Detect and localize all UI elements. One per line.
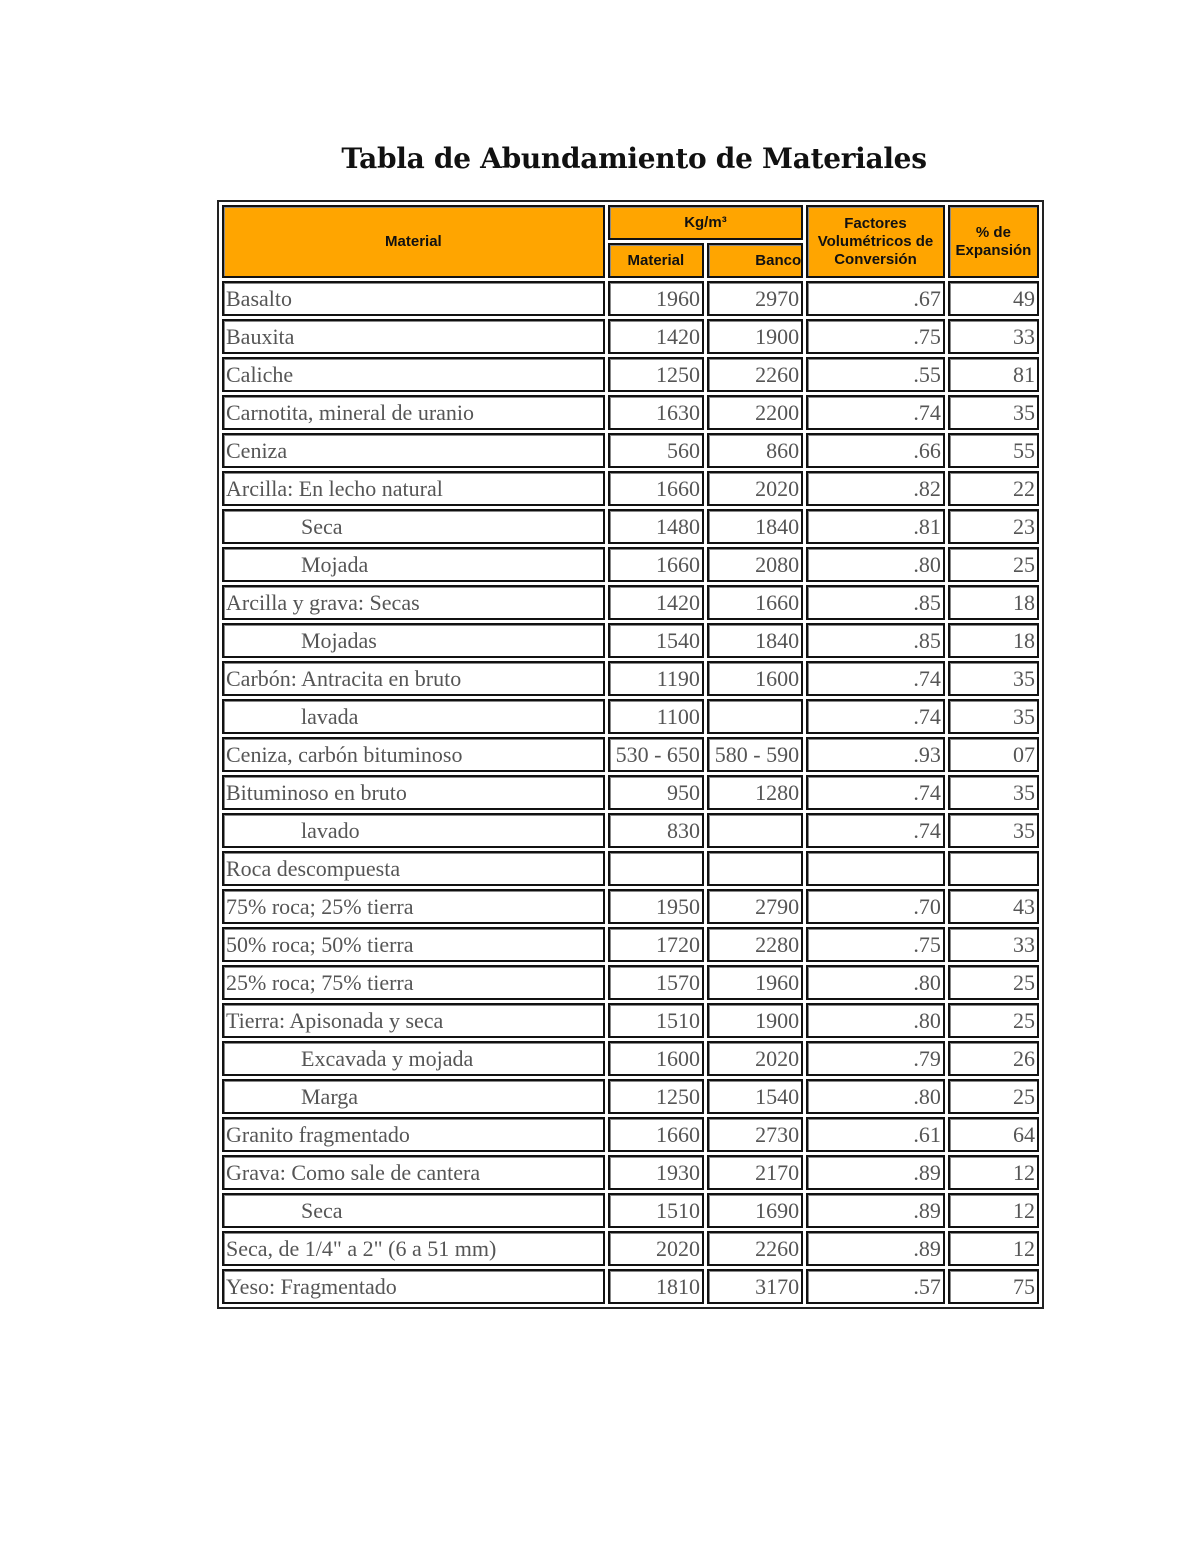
table-row: [222, 737, 1039, 772]
expansion-cell: 55: [948, 433, 1039, 468]
header-kg-banco: Banco: [707, 243, 803, 278]
page-title: Tabla de Abundamiento de Materiales: [341, 142, 927, 175]
material-weight-cell: 1420: [608, 319, 704, 354]
table-row: [222, 851, 1039, 886]
expansion-cell: 49: [948, 281, 1039, 316]
material-name-cell: lavada: [222, 699, 605, 734]
header-kg-material: Material: [608, 243, 704, 278]
material-name-cell: Caliche: [222, 357, 605, 392]
conversion-factor-cell: .80: [806, 965, 945, 1000]
material-weight-cell: 1720: [608, 927, 704, 962]
material-name-cell: Basalto: [222, 281, 605, 316]
material-name-cell: Tierra: Apisonada y seca: [222, 1003, 605, 1038]
table-row: [222, 699, 1039, 734]
material-weight-cell: 830: [608, 813, 704, 848]
material-weight-cell: 1950: [608, 889, 704, 924]
material-weight-cell: 1570: [608, 965, 704, 1000]
banco-weight-cell: 2970: [707, 281, 803, 316]
table-row: [222, 547, 1039, 582]
table-row: [222, 357, 1039, 392]
banco-weight-cell: 580 - 590: [707, 737, 803, 772]
material-name-cell: Excavada y mojada: [222, 1041, 605, 1076]
expansion-cell: 43: [948, 889, 1039, 924]
banco-weight-cell: 1840: [707, 509, 803, 544]
table-row: [222, 1269, 1039, 1304]
material-weight-cell: 1660: [608, 547, 704, 582]
table-row: [222, 775, 1039, 810]
material-weight-cell: 1630: [608, 395, 704, 430]
conversion-factor-cell: .80: [806, 547, 945, 582]
banco-weight-cell: 860: [707, 433, 803, 468]
conversion-factor-cell: .82: [806, 471, 945, 506]
expansion-cell: 35: [948, 661, 1039, 696]
material-weight-cell: 1600: [608, 1041, 704, 1076]
expansion-cell: 18: [948, 585, 1039, 620]
expansion-cell: 75: [948, 1269, 1039, 1304]
banco-weight-cell: 2200: [707, 395, 803, 430]
material-name-cell: 75% roca; 25% tierra: [222, 889, 605, 924]
expansion-cell: 35: [948, 699, 1039, 734]
table-row: [222, 281, 1039, 316]
conversion-factor-cell: .55: [806, 357, 945, 392]
banco-weight-cell: 1660: [707, 585, 803, 620]
material-name-cell: Seca: [222, 1193, 605, 1228]
material-name-cell: Mojadas: [222, 623, 605, 658]
expansion-cell: 25: [948, 547, 1039, 582]
conversion-factor-cell: .75: [806, 319, 945, 354]
material-weight-cell: 1480: [608, 509, 704, 544]
banco-weight-cell: 2730: [707, 1117, 803, 1152]
material-name-cell: 25% roca; 75% tierra: [222, 965, 605, 1000]
expansion-cell: [948, 851, 1039, 886]
conversion-factor-cell: .74: [806, 699, 945, 734]
banco-weight-cell: 2020: [707, 1041, 803, 1076]
material-name-cell: lavado: [222, 813, 605, 848]
conversion-factor-cell: .67: [806, 281, 945, 316]
material-weight-cell: 1960: [608, 281, 704, 316]
header-expansion: % de Expansión: [948, 205, 1039, 278]
banco-weight-cell: 1900: [707, 1003, 803, 1038]
conversion-factor-cell: .80: [806, 1003, 945, 1038]
banco-weight-cell: [707, 851, 803, 886]
expansion-cell: 12: [948, 1155, 1039, 1190]
conversion-factor-cell: .74: [806, 775, 945, 810]
table-row: [222, 927, 1039, 962]
banco-weight-cell: 1540: [707, 1079, 803, 1114]
header-factores: Factores Volumétricos de Conversión: [806, 205, 945, 278]
materials-table: [217, 200, 1044, 1309]
conversion-factor-cell: .89: [806, 1193, 945, 1228]
conversion-factor-cell: .81: [806, 509, 945, 544]
conversion-factor-cell: .66: [806, 433, 945, 468]
table-row: [222, 813, 1039, 848]
material-name-cell: Marga: [222, 1079, 605, 1114]
material-weight-cell: 1250: [608, 357, 704, 392]
conversion-factor-cell: .74: [806, 813, 945, 848]
banco-weight-cell: 1280: [707, 775, 803, 810]
material-name-cell: Ceniza: [222, 433, 605, 468]
material-name-cell: Mojada: [222, 547, 605, 582]
material-weight-cell: 530 - 650: [608, 737, 704, 772]
conversion-factor-cell: .80: [806, 1079, 945, 1114]
material-name-cell: Yeso: Fragmentado: [222, 1269, 605, 1304]
banco-weight-cell: 1900: [707, 319, 803, 354]
conversion-factor-cell: .70: [806, 889, 945, 924]
expansion-cell: 26: [948, 1041, 1039, 1076]
banco-weight-cell: 2790: [707, 889, 803, 924]
table-row: [222, 433, 1039, 468]
material-weight-cell: 1540: [608, 623, 704, 658]
header-kgm3: Kg/m³: [608, 205, 803, 240]
table-row: [222, 1041, 1039, 1076]
banco-weight-cell: 1960: [707, 965, 803, 1000]
table-row: [222, 1231, 1039, 1266]
table-row: [222, 889, 1039, 924]
banco-weight-cell: 2260: [707, 1231, 803, 1266]
banco-weight-cell: 1690: [707, 1193, 803, 1228]
expansion-cell: 35: [948, 775, 1039, 810]
banco-weight-cell: 2020: [707, 471, 803, 506]
material-name-cell: Seca, de 1/4" a 2" (6 a 51 mm): [222, 1231, 605, 1266]
material-name-cell: 50% roca; 50% tierra: [222, 927, 605, 962]
material-name-cell: Arcilla y grava: Secas: [222, 585, 605, 620]
material-name-cell: Grava: Como sale de cantera: [222, 1155, 605, 1190]
table-row: [222, 1079, 1039, 1114]
table-row: [222, 319, 1039, 354]
material-weight-cell: 1510: [608, 1003, 704, 1038]
table-row: [222, 1003, 1039, 1038]
material-name-cell: Arcilla: En lecho natural: [222, 471, 605, 506]
material-weight-cell: 1420: [608, 585, 704, 620]
expansion-cell: 12: [948, 1231, 1039, 1266]
banco-weight-cell: 2260: [707, 357, 803, 392]
header-material: Material: [222, 205, 605, 278]
table-row: [222, 1193, 1039, 1228]
material-weight-cell: 1810: [608, 1269, 704, 1304]
material-name-cell: Bituminoso en bruto: [222, 775, 605, 810]
expansion-cell: 81: [948, 357, 1039, 392]
conversion-factor-cell: .61: [806, 1117, 945, 1152]
table-body: [222, 281, 1039, 1304]
expansion-cell: 35: [948, 395, 1039, 430]
banco-weight-cell: 1840: [707, 623, 803, 658]
material-weight-cell: 1190: [608, 661, 704, 696]
table-row: [222, 661, 1039, 696]
conversion-factor-cell: .85: [806, 623, 945, 658]
banco-weight-cell: [707, 699, 803, 734]
banco-weight-cell: 2170: [707, 1155, 803, 1190]
material-weight-cell: 1250: [608, 1079, 704, 1114]
table-row: [222, 623, 1039, 658]
conversion-factor-cell: .74: [806, 661, 945, 696]
expansion-cell: 07: [948, 737, 1039, 772]
table-row: [222, 395, 1039, 430]
material-weight-cell: 2020: [608, 1231, 704, 1266]
banco-weight-cell: 2080: [707, 547, 803, 582]
conversion-factor-cell: .57: [806, 1269, 945, 1304]
material-name-cell: Granito fragmentado: [222, 1117, 605, 1152]
material-weight-cell: 1660: [608, 1117, 704, 1152]
table-row: [222, 1155, 1039, 1190]
banco-weight-cell: 3170: [707, 1269, 803, 1304]
material-name-cell: Ceniza, carbón bituminoso: [222, 737, 605, 772]
banco-weight-cell: 2280: [707, 927, 803, 962]
material-weight-cell: 560: [608, 433, 704, 468]
expansion-cell: 25: [948, 965, 1039, 1000]
material-name-cell: Bauxita: [222, 319, 605, 354]
material-name-cell: Carnotita, mineral de uranio: [222, 395, 605, 430]
material-weight-cell: [608, 851, 704, 886]
table-row: [222, 965, 1039, 1000]
conversion-factor-cell: .89: [806, 1155, 945, 1190]
table-row: [222, 1117, 1039, 1152]
material-name-cell: Carbón: Antracita en bruto: [222, 661, 605, 696]
expansion-cell: 12: [948, 1193, 1039, 1228]
expansion-cell: 35: [948, 813, 1039, 848]
expansion-cell: 25: [948, 1079, 1039, 1114]
table-row: [222, 471, 1039, 506]
table-header: [222, 205, 1039, 278]
conversion-factor-cell: .75: [806, 927, 945, 962]
expansion-cell: 33: [948, 319, 1039, 354]
conversion-factor-cell: .89: [806, 1231, 945, 1266]
expansion-cell: 23: [948, 509, 1039, 544]
banco-weight-cell: [707, 813, 803, 848]
material-name-cell: Seca: [222, 509, 605, 544]
conversion-factor-cell: .85: [806, 585, 945, 620]
material-weight-cell: 1100: [608, 699, 704, 734]
banco-weight-cell: 1600: [707, 661, 803, 696]
material-weight-cell: 1510: [608, 1193, 704, 1228]
expansion-cell: 64: [948, 1117, 1039, 1152]
expansion-cell: 33: [948, 927, 1039, 962]
expansion-cell: 25: [948, 1003, 1039, 1038]
conversion-factor-cell: [806, 851, 945, 886]
conversion-factor-cell: .79: [806, 1041, 945, 1076]
material-weight-cell: 950: [608, 775, 704, 810]
material-weight-cell: 1930: [608, 1155, 704, 1190]
table-row: [222, 585, 1039, 620]
expansion-cell: 22: [948, 471, 1039, 506]
table-row: [222, 509, 1039, 544]
conversion-factor-cell: .93: [806, 737, 945, 772]
material-weight-cell: 1660: [608, 471, 704, 506]
conversion-factor-cell: .74: [806, 395, 945, 430]
material-name-cell: Roca descompuesta: [222, 851, 605, 886]
expansion-cell: 18: [948, 623, 1039, 658]
